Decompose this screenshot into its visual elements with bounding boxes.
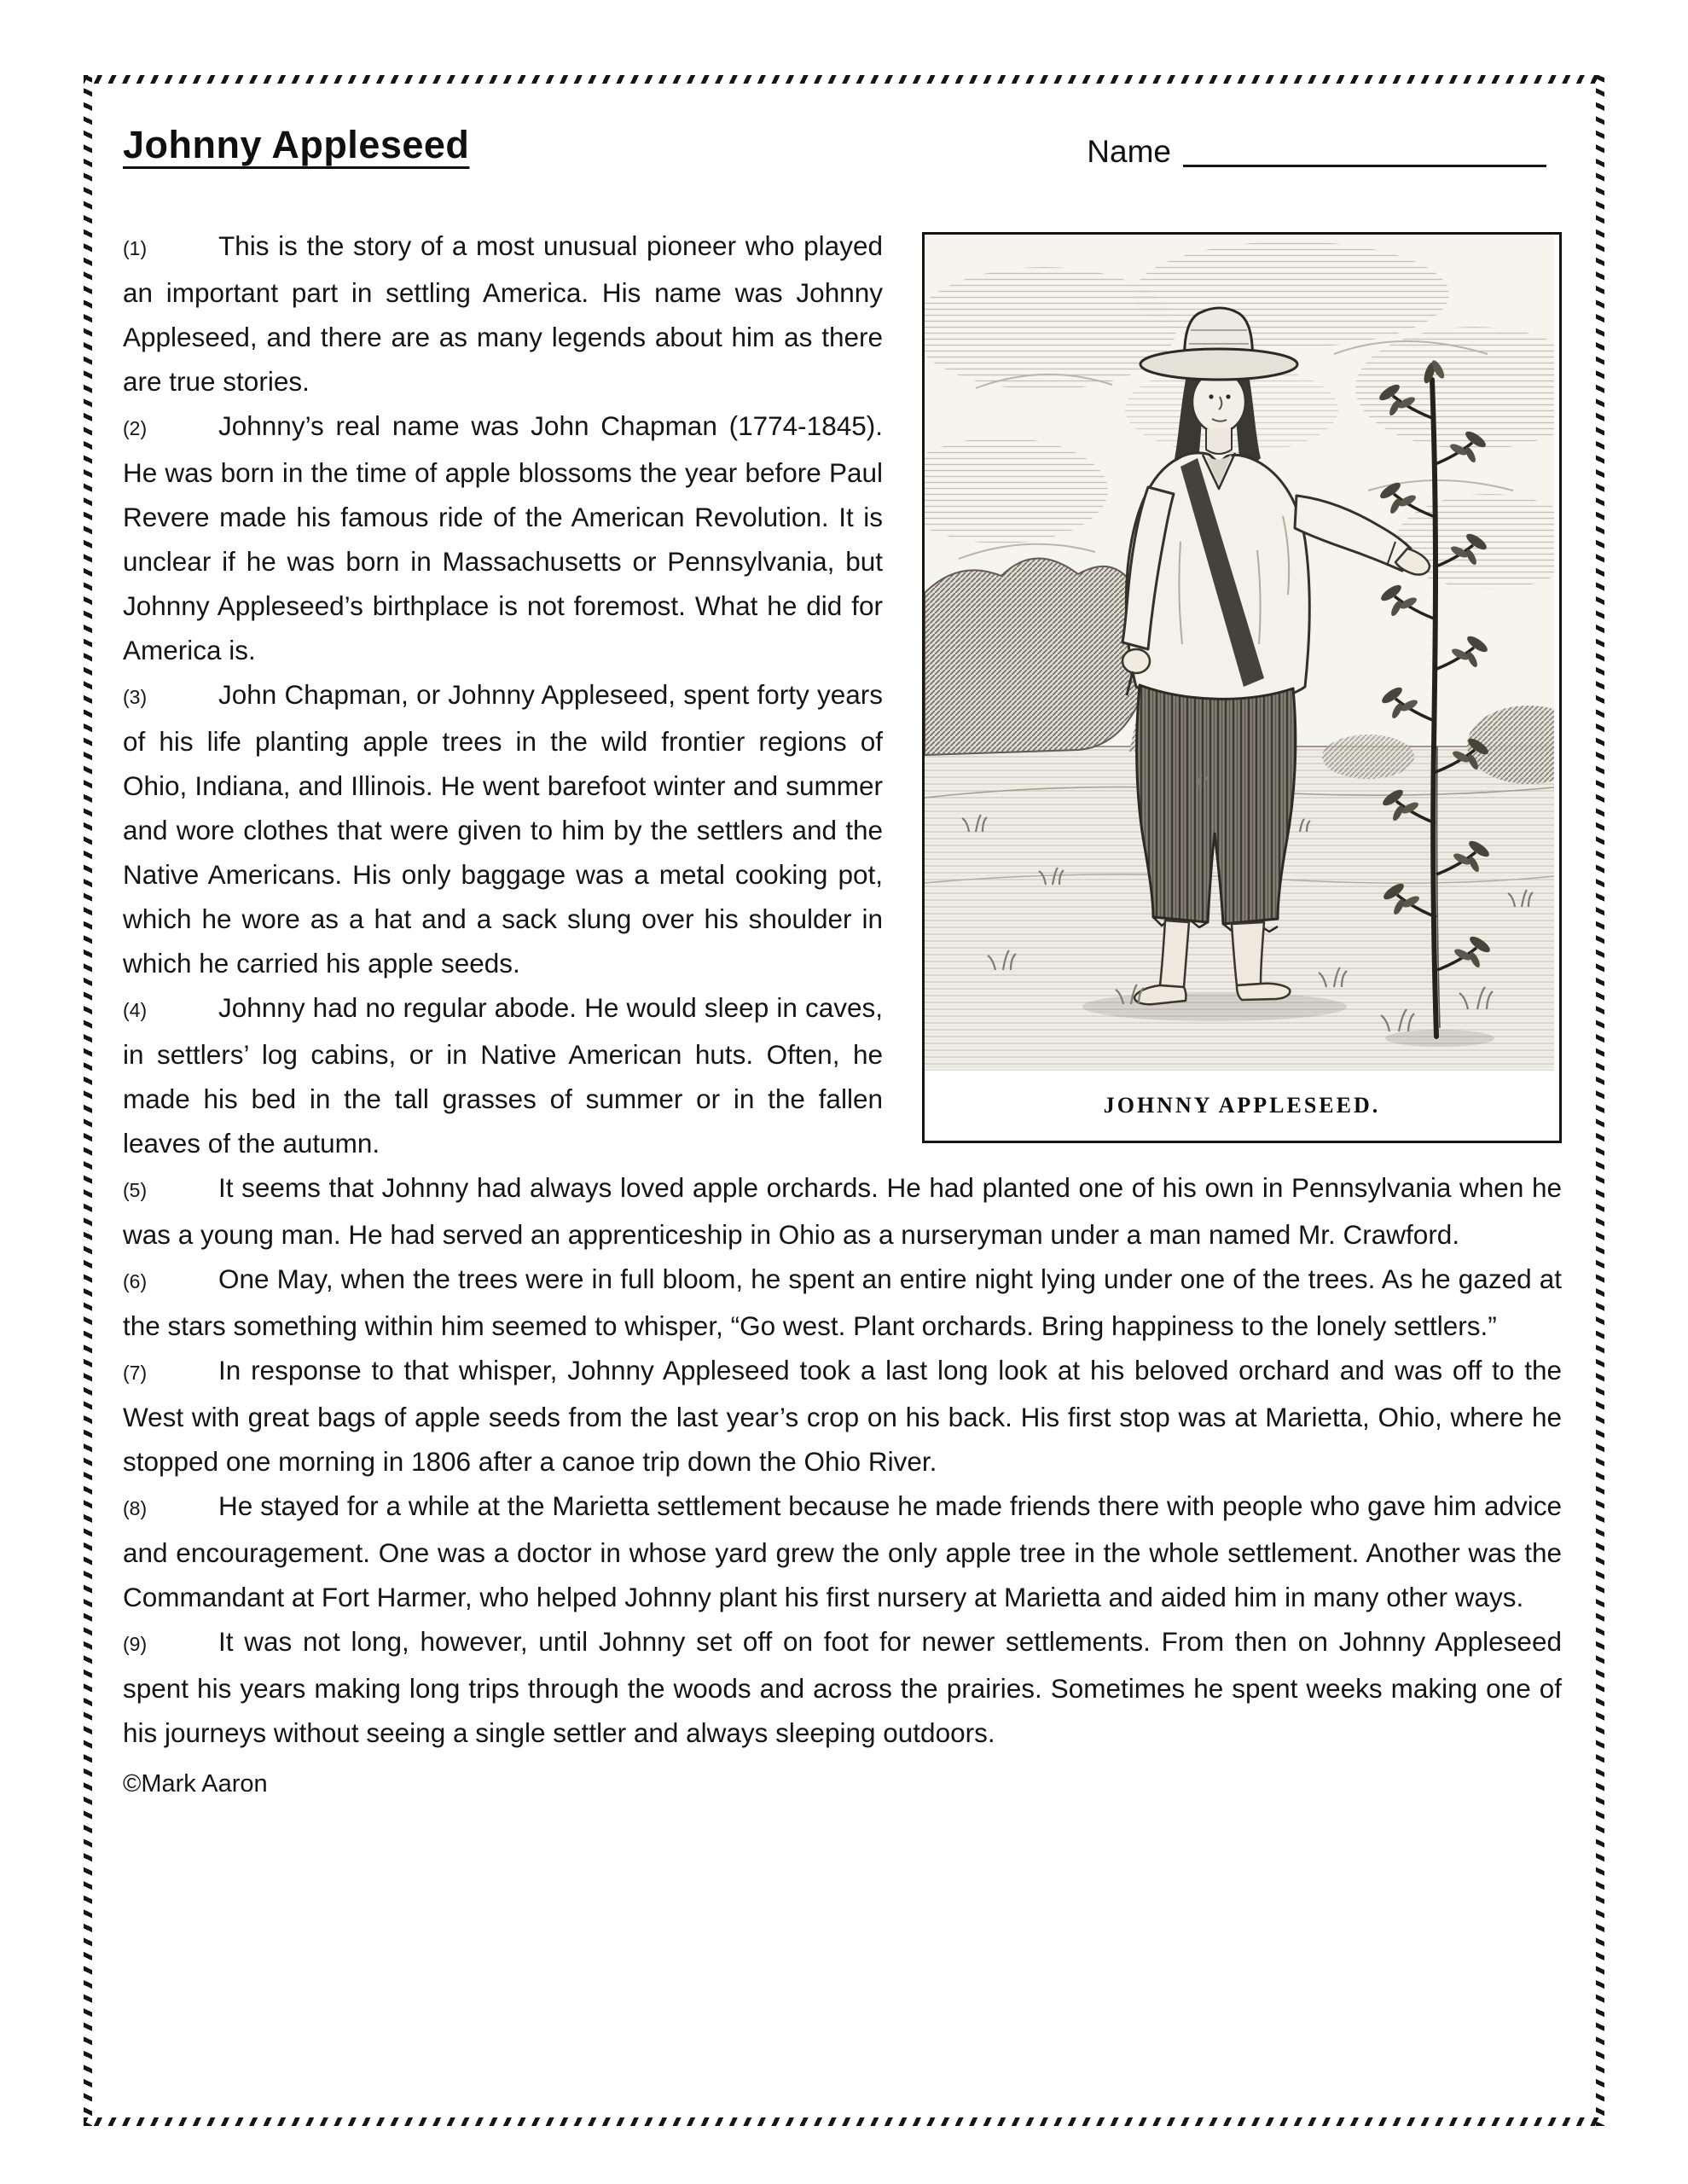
paragraph-text: This is the story of a most unusual pioneer who played an important part in settling America. His name was Johnny Appleseed, and there are as many legends about him as there are true stories. [123, 230, 883, 397]
copyright-footer: ©Mark Aaron [123, 1770, 268, 1798]
paragraph-number: (8) [123, 1497, 148, 1519]
sapling-shadow [1385, 1030, 1494, 1047]
paragraph-text: He stayed for a while at the Marietta settlement because he made friends there with people who gave him advice and encouragement. One was a doctor in whose yard grew the only apple tree in the whole settlement. Another was the Commandant at Fort Harmer, who helped Johnny plant his first nursery at Marietta and aided him in many other ways. [123, 1490, 1562, 1612]
paragraph-6 [123, 1257, 1562, 1348]
paragraph-7 [123, 1348, 1562, 1484]
paragraph-number: (6) [123, 1270, 148, 1292]
paragraph-number: (9) [123, 1633, 148, 1655]
paragraph-number: (3) [123, 686, 148, 708]
paragraph-number: (4) [123, 999, 148, 1021]
paragraph-text: It seems that Johnny had always loved apple orchards. He had planted one of his own in Pennsylvania when he was a young man. He had served an apprenticeship in Ohio as a nurseryman under a man named Mr. Crawford. [123, 1172, 1562, 1250]
paragraph-text: Johnny’s real name was John Chapman (1774-1845). He was born in the time of apple blossoms the year before Paul Revere made his famous ride of the American Revolution. It is unclear if he was born in Massachusetts or Pennsylvania, but Johnny Appleseed’s birthplace is not foremost. What he did for America is. [123, 410, 883, 665]
paragraph-text: In response to that whisper, Johnny Appleseed took a last long look at his beloved orchard and was off to the West with great bags of apple seeds from the last year’s crop on his back. His first stop was at Marietta, Ohio, where he stopped one morning in 1806 after a canoe trip down the Ohio River. [123, 1355, 1562, 1477]
paragraph-number: (1) [123, 237, 148, 259]
paragraph-5 [123, 1165, 1562, 1257]
paragraph-text: John Chapman, or Johnny Appleseed, spent forty years of his life planting apple trees in the wild frontier regions of Ohio, Indiana, and Illinois. He went barefoot winter and summer and wore clothes that were given to him by the settlers and the Native Americans. His only baggage was a metal cooking pot, which he wore as a hat and a sack slung over his shoulder in which he carried his apple seeds. [123, 679, 883, 979]
decorative-border-top [84, 75, 1604, 84]
paragraph-number: (7) [123, 1362, 148, 1384]
paragraph-number: (2) [123, 417, 148, 439]
name-blank-line [1183, 132, 1546, 167]
paragraph-text: It was not long, however, until Johnny set off on foot for newer settlements. From then on Johnny Appleseed spent his years making long trips through the woods and across the prairies. Sometimes he spent weeks making one of his journeys without seeing a single settler and always sleeping outdoors. [123, 1626, 1562, 1748]
paragraph-8 [123, 1484, 1562, 1619]
paragraph-text: One May, when the trees were in full bloom, he spent an entire night lying under one of the trees. As he gazed at the stars something within him seemed to whisper, “Go west. Plant orchards. Bring happiness to the lonely settlers.” [123, 1263, 1562, 1341]
illustration-caption: JOHNNY APPLESEED. [1103, 1093, 1381, 1118]
illustration-figure [922, 232, 1562, 1143]
figure-shadow [1082, 992, 1347, 1021]
paragraph-9 [123, 1619, 1562, 1755]
name-field [1087, 132, 1546, 167]
decorative-border-left [84, 75, 92, 2126]
paragraph-number: (5) [123, 1179, 148, 1201]
paragraph-text: Johnny had no regular abode. He would sleep in caves, in settlers’ log cabins, or in Native American huts. Often, he made his bed in the tall grasses of summer or in the fallen leaves of the autumn. [123, 992, 883, 1159]
decorative-border-bottom [84, 2117, 1604, 2126]
page-content [92, 84, 1596, 2117]
johnny-appleseed-engraving [925, 235, 1554, 1071]
decorative-border-right [1596, 75, 1604, 2126]
page-header [123, 123, 1562, 167]
page-title: Johnny Appleseed [123, 123, 470, 166]
reading-passage [123, 224, 1562, 1806]
name-label: Name [1087, 134, 1171, 169]
